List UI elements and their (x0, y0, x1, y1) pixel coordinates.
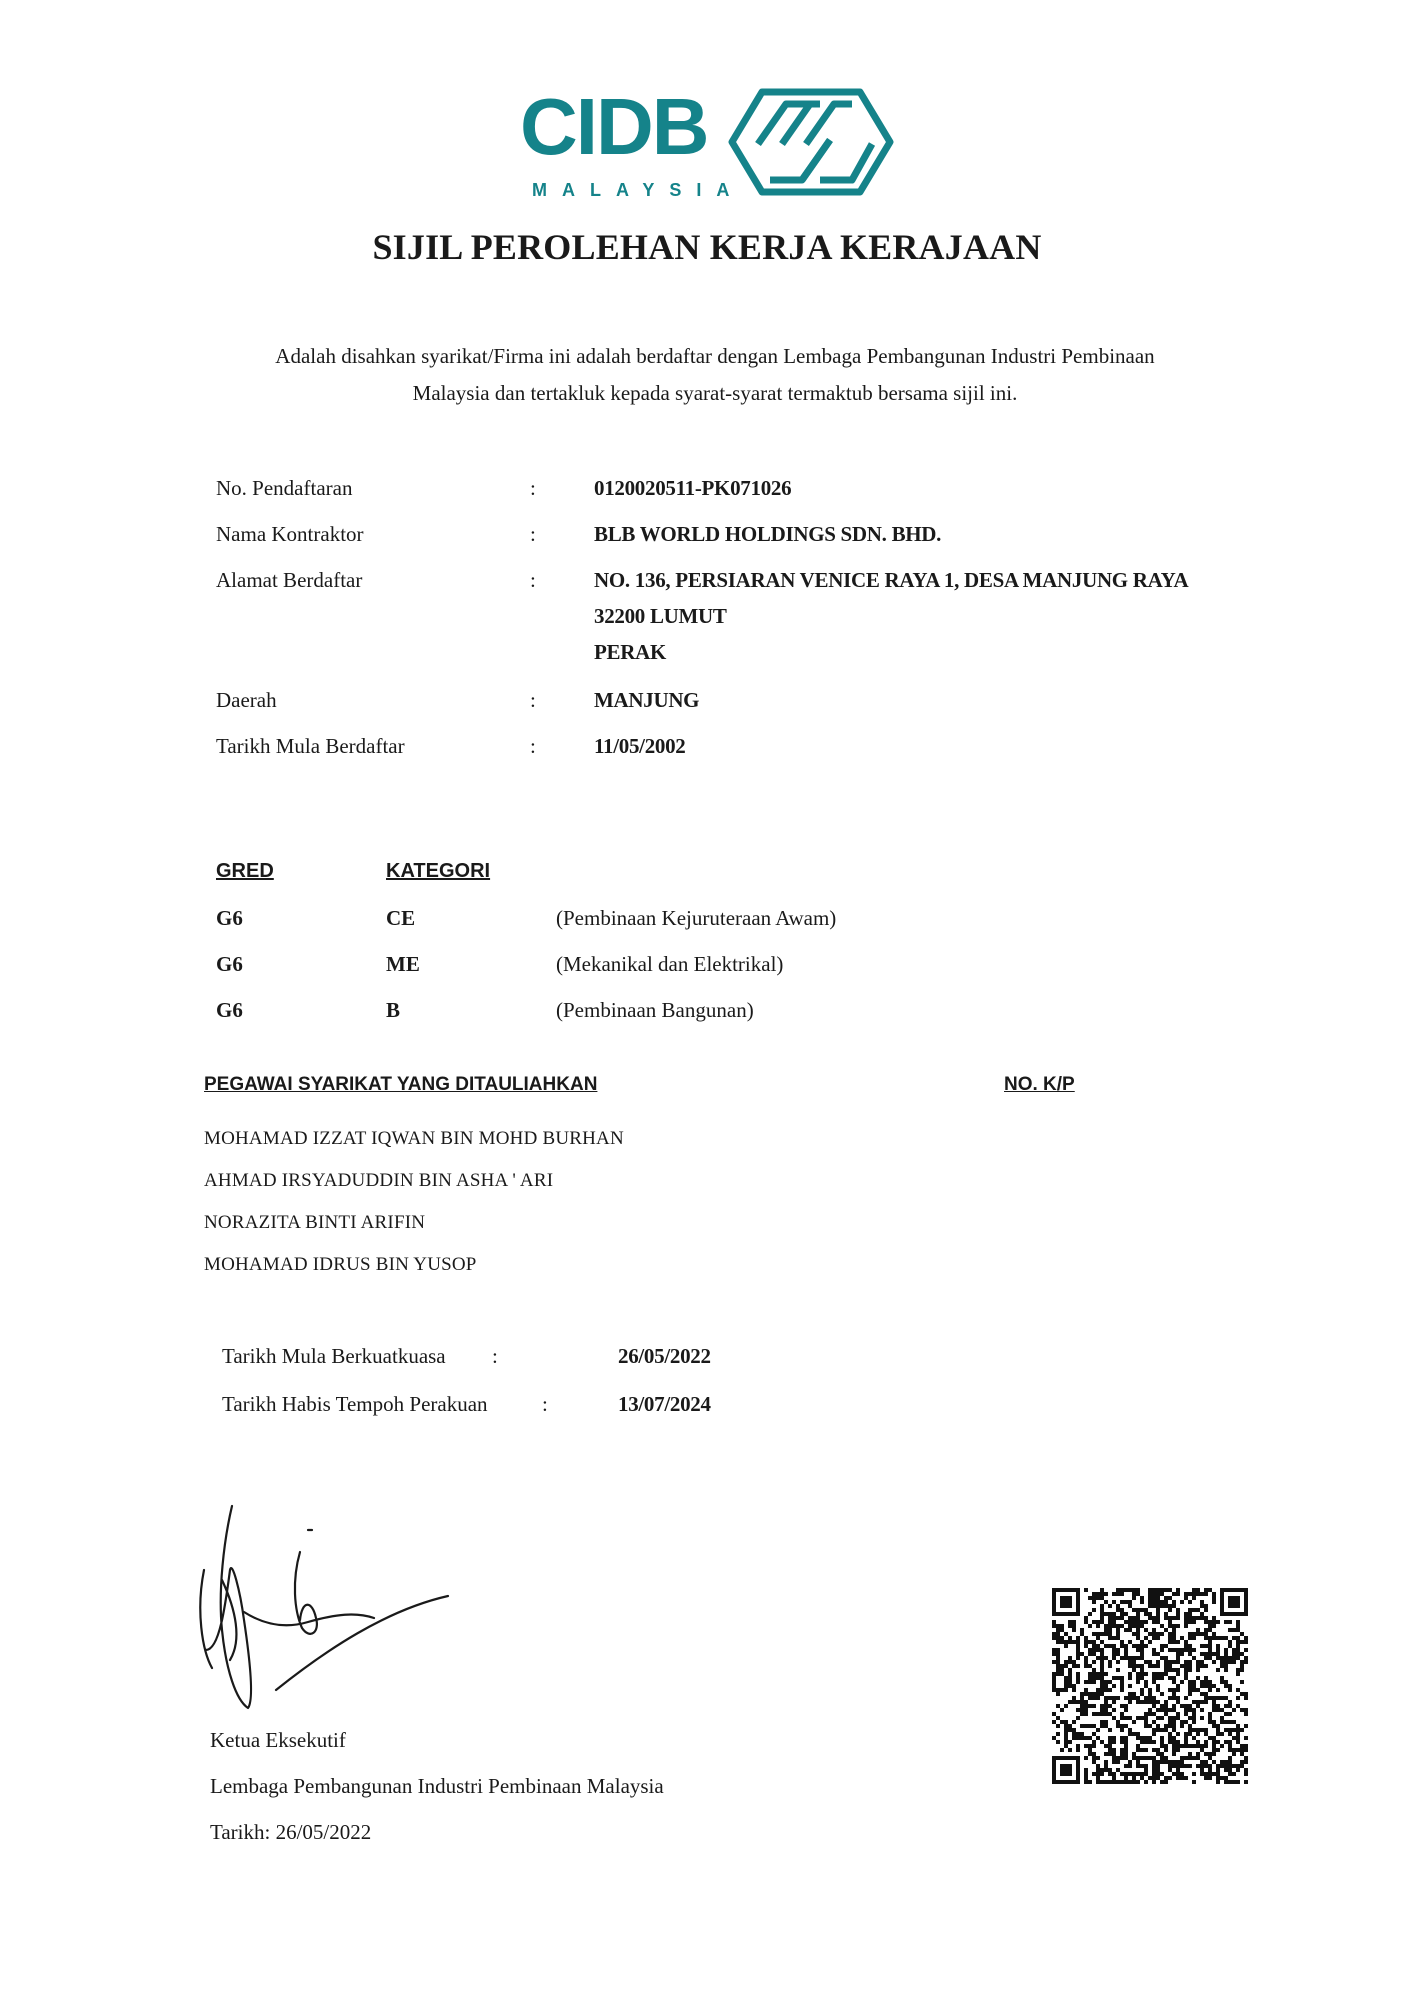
officers-header: PEGAWAI SYARIKAT YANG DITAULIAHKAN (204, 1074, 598, 1095)
officer-2: AHMAD IRSYADUDDIN BIN ASHA ' ARI (204, 1170, 554, 1191)
signatory-position: Ketua Eksekutif (210, 1728, 346, 1752)
signatory-date: Tarikh: 26/05/2022 (210, 1820, 372, 1844)
grade-row-3-category: B (386, 998, 401, 1022)
cidb-logo (520, 86, 900, 206)
registration-colon: : (530, 476, 536, 500)
effective-date-colon: : (492, 1344, 498, 1368)
address-colon: : (530, 568, 536, 592)
grade-row-3-grade: G6 (216, 998, 243, 1022)
registration-value: 0120020511-PK071026 (594, 476, 792, 500)
contractor-label: Nama Kontraktor (216, 522, 364, 546)
start-date-value: 11/05/2002 (594, 734, 686, 758)
effective-date-label: Tarikh Mula Berkuatkuasa (222, 1344, 446, 1368)
officer-4: MOHAMAD IDRUS BIN YUSOP (204, 1254, 477, 1275)
expiry-date-value: 13/07/2024 (618, 1392, 711, 1416)
category-header: KATEGORI (386, 860, 491, 882)
officer-1: MOHAMAD IZZAT IQWAN BIN MOHD BURHAN (204, 1128, 624, 1149)
contractor-value: BLB WORLD HOLDINGS SDN. BHD. (594, 522, 942, 546)
signature-image (196, 1500, 466, 1720)
grade-row-1-grade: G6 (216, 906, 243, 930)
grade-row-1-description: (Pembinaan Kejuruteraan Awam) (556, 906, 837, 930)
intro-text (190, 338, 1240, 412)
effective-date-value: 26/05/2022 (618, 1344, 711, 1368)
start-date-colon: : (530, 734, 536, 758)
expiry-date-label: Tarikh Habis Tempoh Perakuan (222, 1392, 488, 1416)
expiry-date-colon: : (542, 1392, 548, 1416)
id-number-header: NO. K/P (1004, 1074, 1075, 1095)
grade-row-2-description: (Mekanikal dan Elektrikal) (556, 952, 784, 976)
grade-row-2-category: ME (386, 952, 420, 976)
intro-line-2: Malaysia dan tertakluk kepada syarat-syarat termaktub bersama sijil ini. (412, 381, 1018, 405)
contractor-colon: : (530, 522, 536, 546)
district-value: MANJUNG (594, 688, 700, 712)
grade-row-2-grade: G6 (216, 952, 243, 976)
address-label: Alamat Berdaftar (216, 568, 363, 592)
grade-row-3-description: (Pembinaan Bangunan) (556, 998, 754, 1022)
address-line-2: 32200 LUMUT (594, 604, 727, 628)
svg-text:CIDB: CIDB (520, 86, 708, 171)
registration-label: No. Pendaftaran (216, 476, 353, 500)
intro-line-1: Adalah disahkan syarikat/Firma ini adalah berdaftar dengan Lembaga Pembangunan Industri Pembinaan (275, 344, 1155, 368)
district-label: Daerah (216, 688, 277, 712)
signatory-organisation: Lembaga Pembangunan Industri Pembinaan Malaysia (210, 1774, 664, 1798)
certificate-title: SIJIL PEROLEHAN KERJA KERAJAAN (372, 227, 1042, 267)
svg-text:MALAYSIA: MALAYSIA (532, 180, 745, 200)
address-line-1: NO. 136, PERSIARAN VENICE RAYA 1, DESA MANJUNG RAYA (594, 568, 1189, 592)
officer-3: NORAZITA BINTI ARIFIN (204, 1212, 426, 1233)
qr-code (1052, 1588, 1248, 1784)
address-line-3: PERAK (594, 640, 667, 664)
district-colon: : (530, 688, 536, 712)
start-date-label: Tarikh Mula Berdaftar (216, 734, 405, 758)
grade-header: GRED (216, 860, 274, 882)
grade-row-1-category: CE (386, 906, 416, 930)
